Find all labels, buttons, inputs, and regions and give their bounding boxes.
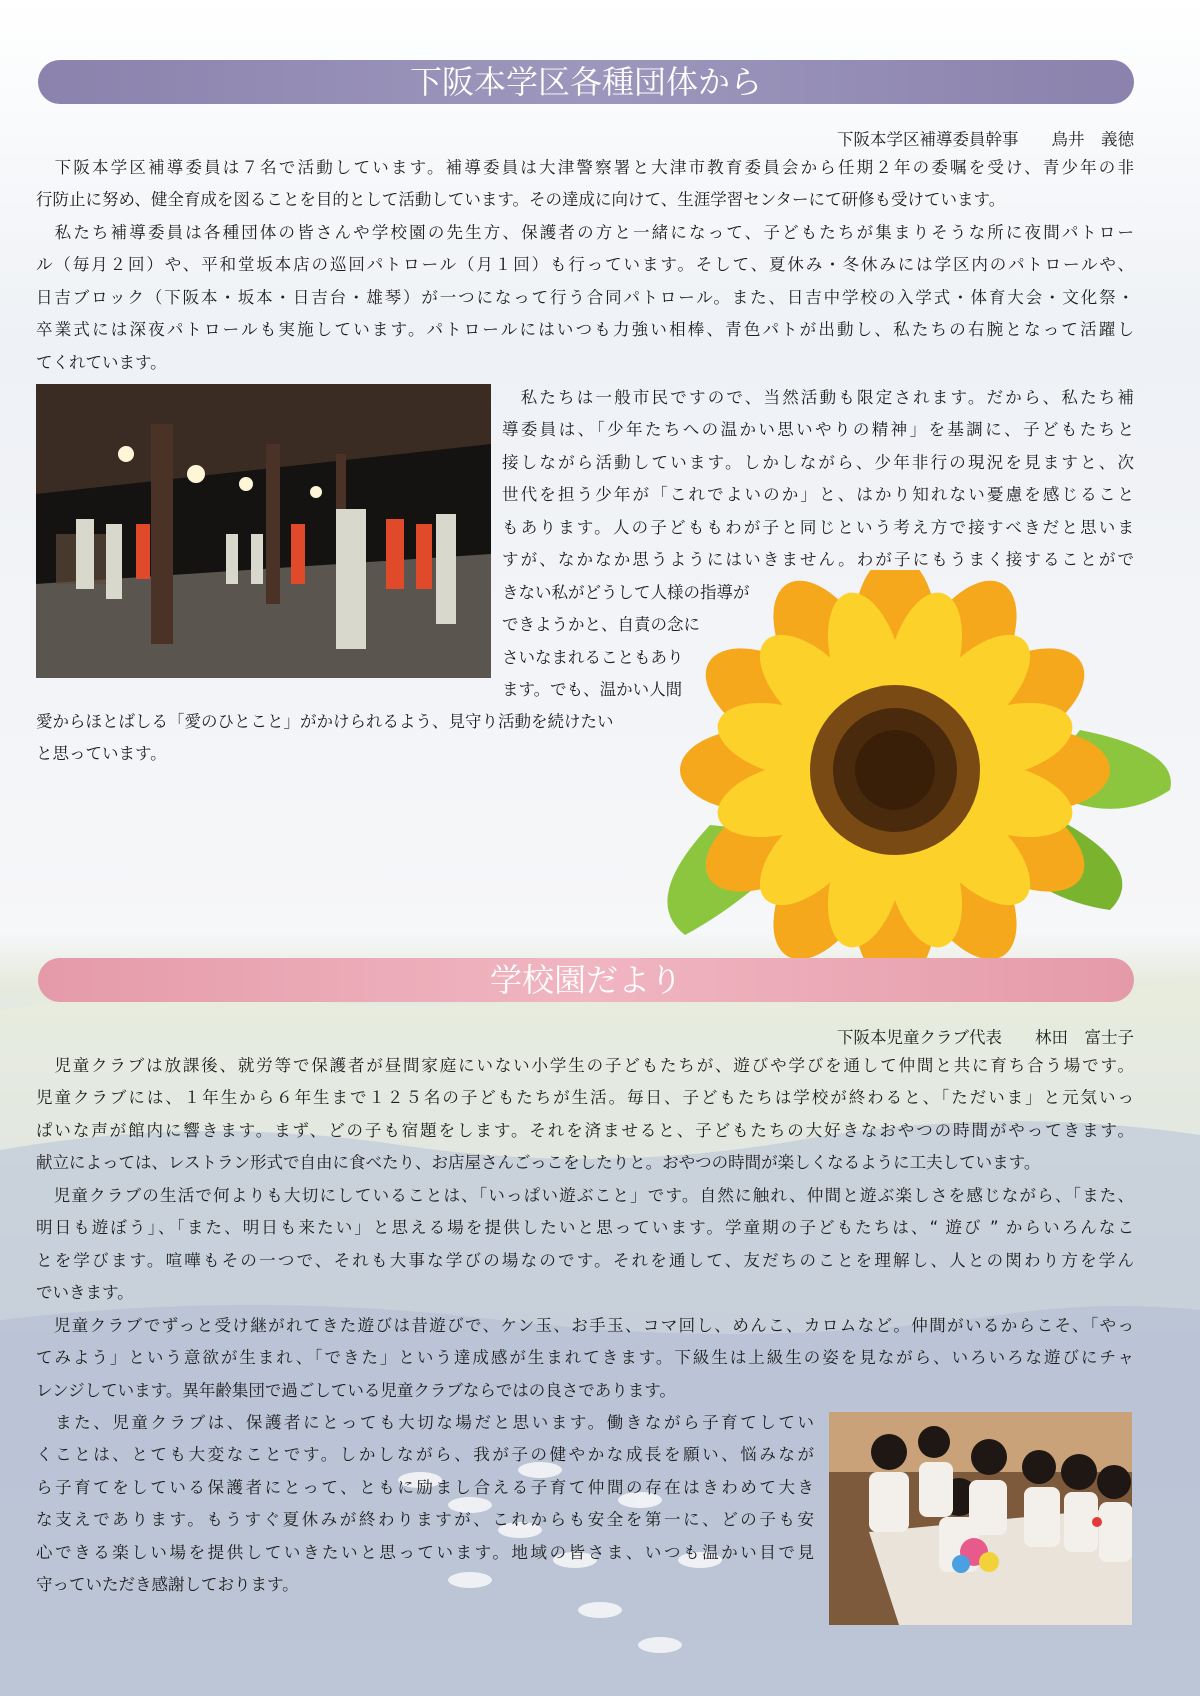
- section1-paragraph-3-narrow: きない私がどうして人様の指導が できようかと、自責の念に さいなまれることもあり ます。でも、温かい人間: [502, 583, 750, 700]
- section2-paragraph-1: 児童クラブは放課後、就労等で保護者が昼間家庭にいない小学生の子どもたちが、遊びや学びを通して仲間と共に育ち合う場です。 児童クラブには、１年生から６年生まで１２５名の子どもたちが生活。毎日、子どもたちは学校が終わると、「ただいま」と元気いっ ぱいな声が館内に響きます。まず、どの子も宿題をします。それを済ませると、子どもたちの大好きなおやつの時間がやってきます。 献立によっては、レストラン形式で自由に食べたり、お店屋さんごっこをしたりと。おやつの時間が楽しくなるように工夫しています。: [36, 1056, 1134, 1173]
- section2-author: 下阪本児童クラブ代表 林田 富士子: [837, 1028, 1134, 1047]
- section1-paragraph-1: 下阪本学区補導委員は７名で活動しています。補導委員は大津警察署と大津市教育委員会から任期２年の委嘱を受け、青少年の非 行防止に努め、健全育成を図ることを目的として活動しています。その達成に向けて、生涯学習センターにて研修も受けています。: [36, 158, 1134, 210]
- section1-title: 下阪本学区各種団体から: [409, 63, 762, 101]
- night-patrol-photo: [36, 384, 491, 678]
- section1-paragraph-3: 私たちは一般市民ですので、当然活動も限定されます。だから、私たち補 導委員は、「少年たちへの温かい思いやりの精神」を基調に、子どもたちと 接しながら活動しています。しかしながら、少年非行の現況を見ますと、次 世代を担う少年が「これでよいのか」と、はかり知れない憂慮を感じること もあります。人の子どももわが子と同じという考え方で接すべきだと思いま すが、なかなか思うようにはいきません。わが子にもうまく接することがで: [502, 388, 1134, 570]
- section1-paragraph-3-end: 愛からほとばしる「愛のひとこと」がかけられるよう、見守り活動を続けたい と思っています。: [36, 712, 614, 764]
- section2-title: 学校園だより: [489, 961, 682, 999]
- section1-paragraph-2: 私たち補導委員は各種団体の皆さんや学校園の先生方、保護者の方と一緒になって、子どもたちが集まりそうな所に夜間パトロー ル（毎月２回）や、平和堂坂本店の巡回パトロール（月１回）も行っています。そして、夏休み・冬休みには学区内のパトロールや、 日吉ブロック（下阪本・坂本・日吉台・雄琴）が一つになって行う合同パトロール。また、日吉中学校の入学式・体育大会・文化祭・ 卒業式には深夜パトロールも実施しています。パトロールにはいつも力強い相棒、青色パトが出動し、私たちの右腕となって活躍し てくれています。: [36, 223, 1134, 372]
- section2-title-banner: [38, 958, 1134, 1002]
- section2-paragraph-3: 児童クラブでずっと受け継がれてきた遊びは昔遊びで、ケン玉、お手玉、コマ回し、めんこ、カロムなど。仲間がいるからこそ、「やっ てみよう」という意欲が生まれ、「できた」という達成感が生まれてきます。下級生は上級生の姿を見ながら、いろいろな遊びにチャ レンジしています。異年齢集団で過ごしている児童クラブならではの良さであります。: [36, 1316, 1134, 1400]
- children-club-photo: [829, 1412, 1132, 1625]
- section2-paragraph-2: 児童クラブの生活で何よりも大切にしていることは、「いっぱい遊ぶこと」です。自然に触れ、仲間と遊ぶ楽しさを感じながら、「また、 明日も遊ぼう」、「また、明日も来たい」と思える場を提供したいと思っています。学童期の子どもたちは、“ 遊び ” からいろんなこ とを学びます。喧嘩もその一つで、それも大事な学びの場なのです。それを通して、友だちのことを理解し、人との関わり方を学ん でいきます。: [36, 1186, 1134, 1303]
- section1-title-banner: [38, 60, 1134, 104]
- section1-author: 下阪本学区補導委員幹事 鳥井 義徳: [837, 130, 1134, 149]
- section2-paragraph-4: また、児童クラブは、保護者にとっても大切な場だと思います。働きながら子育てしてい くことは、とても大変なことです。しかしながら、我が子の健やかな成長を願い、悩みなが ら子育てをしている保護者にとって、ともに励まし合える子育て仲間の存在はきわめて大き な支えであります。もうすぐ夏休みが終わりますが、これからも安全を第一に、どの子も安 心できる楽しい場を提供していきたいと思っています。地域の皆さま、いつも温かい目で見 守っていただき感謝しております。: [36, 1413, 814, 1595]
